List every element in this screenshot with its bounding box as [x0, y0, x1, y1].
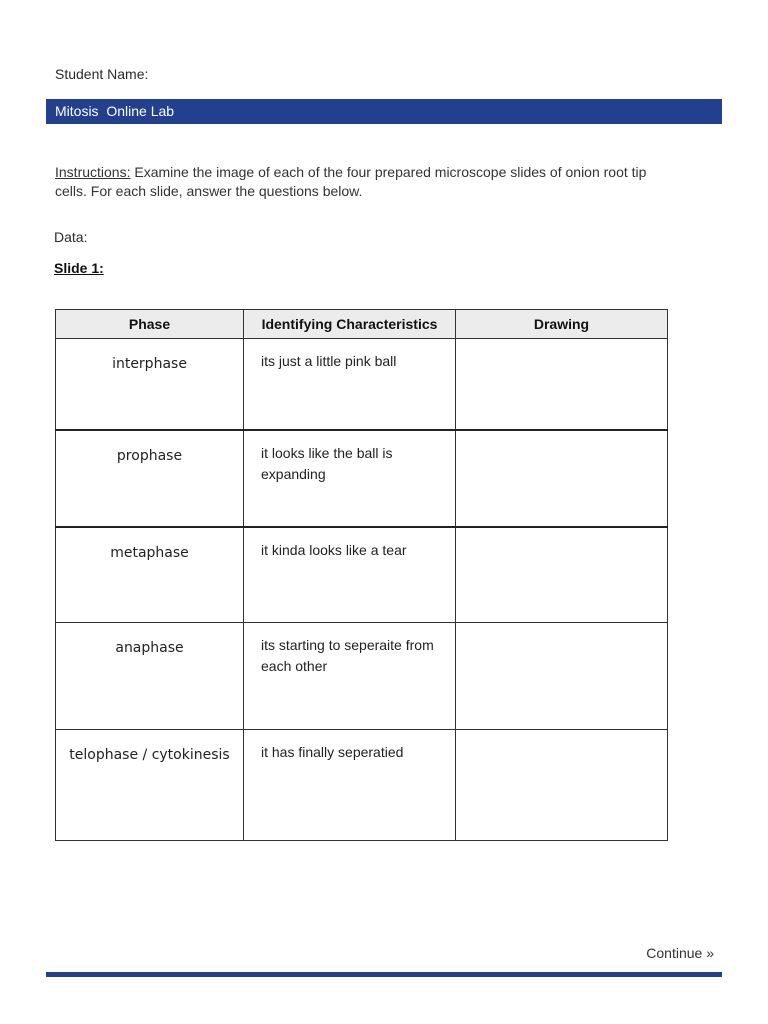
- drawing-cell[interactable]: [456, 730, 668, 841]
- student-name-label: Student Name:: [55, 66, 149, 82]
- instructions-label: Instructions:: [55, 164, 131, 180]
- characteristics-cell[interactable]: its starting to seperaite from each other: [244, 623, 456, 730]
- table-row: [56, 623, 668, 730]
- drawing-cell[interactable]: [456, 339, 668, 431]
- table-row: [56, 339, 668, 431]
- continue-link[interactable]: Continue »: [646, 945, 714, 961]
- characteristics-cell[interactable]: it has finally seperatied: [244, 730, 456, 841]
- header-drawing: Drawing: [456, 310, 668, 339]
- header-phase: Phase: [56, 310, 244, 339]
- phase-cell: anaphase: [56, 623, 244, 730]
- table-row: [56, 527, 668, 623]
- instructions: [55, 163, 675, 201]
- phase-cell: metaphase: [56, 527, 244, 623]
- characteristics-cell[interactable]: it kinda looks like a tear: [244, 527, 456, 623]
- slide-heading: Slide 1:: [54, 260, 104, 276]
- table-row: [56, 730, 668, 841]
- footer-divider: [46, 972, 722, 977]
- characteristics-cell[interactable]: it looks like the ball is expanding: [244, 430, 456, 527]
- drawing-cell[interactable]: [456, 430, 668, 527]
- phase-cell: interphase: [56, 339, 244, 431]
- phase-cell: telophase / cytokinesis: [56, 730, 244, 841]
- data-label: Data:: [54, 229, 88, 245]
- table-row: [56, 430, 668, 527]
- header-characteristics: Identifying Characteristics: [244, 310, 456, 339]
- table-header-row: [56, 310, 668, 339]
- drawing-cell[interactable]: [456, 623, 668, 730]
- phase-cell: prophase: [56, 430, 244, 527]
- drawing-cell[interactable]: [456, 527, 668, 623]
- characteristics-cell[interactable]: its just a little pink ball: [244, 339, 456, 431]
- page-title-bar: Mitosis Online Lab: [46, 99, 722, 124]
- instructions-text: Examine the image of each of the four prepared microscope slides of onion root tip cells. For each slide, answer the questions below.: [55, 164, 647, 199]
- phases-table: [55, 309, 668, 841]
